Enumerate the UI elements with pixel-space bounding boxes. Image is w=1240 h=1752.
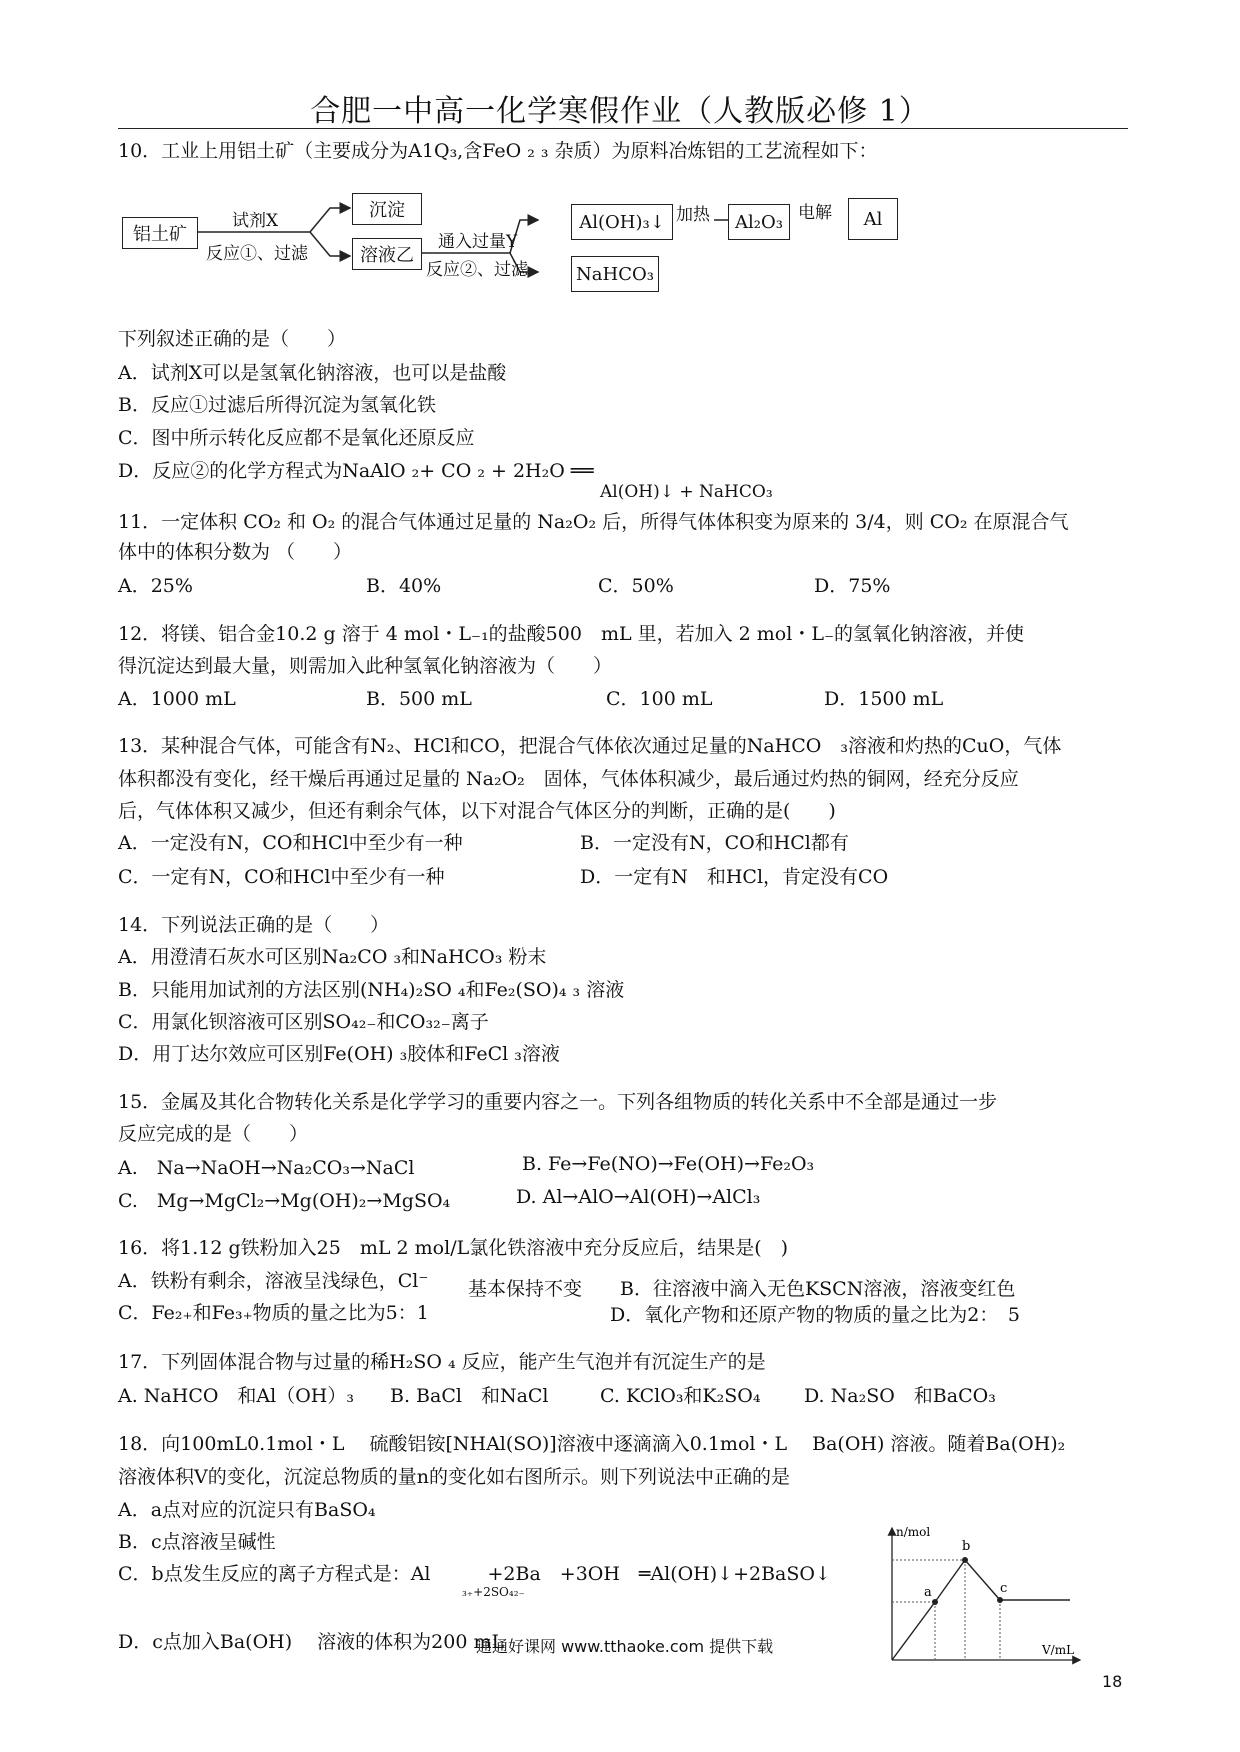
q14-option-b: B．只能用加试剂的方法区别(NH₄)₂SO ₄和Fe₂(SO)₄ ₃ 溶液 bbox=[118, 979, 625, 1001]
q12-line2: 得沉淀达到最大量，则需加入此种氢氧化钠溶液为（ ） bbox=[118, 655, 613, 677]
q14-option-a: A．用澄清石灰水可区别Na₂CO ₃和NaHCO₃ 粉末 bbox=[118, 946, 547, 968]
q15-option-a: A. Na→NaOH→Na₂CO₃→NaCl bbox=[118, 1157, 415, 1179]
q18-option-b: B．c点溶液呈碱性 bbox=[118, 1531, 276, 1553]
q18-option-c-sub: ₃₊+2SO₄₂₋ bbox=[462, 1585, 525, 1599]
q18-graph bbox=[880, 1520, 1090, 1670]
q16-stem: 16．将1.12 g铁粉加入25 mL 2 mol/L氯化铁溶液中充分反应后，结果是( ) bbox=[118, 1237, 789, 1259]
q13-option-b: B．一定没有N，CO和HCl都有 bbox=[580, 832, 849, 854]
flow-reaction1: 反应①、过滤 bbox=[206, 244, 308, 264]
graph-label-b: b bbox=[962, 1539, 971, 1554]
page-number: 18 bbox=[1102, 1672, 1123, 1691]
q18-line2: 溶液体积V的变化，沉淀总物质的量n的变化如右图所示。则下列说法中正确的是 bbox=[118, 1466, 790, 1488]
q12-option-b: B．500 mL bbox=[366, 688, 472, 710]
q10-stem: 10．工业上用铝土矿（主要成分为A1Q₃,含FeO ₂ ₃ 杂质）为原料冶炼铝的工艺流程如下： bbox=[118, 140, 878, 162]
q15-option-c: C. Mg→MgCl₂→Mg(OH)₂→MgSO₄ bbox=[118, 1190, 451, 1212]
flow-precipitate-box: 沉淀 bbox=[352, 193, 422, 225]
q18-option-a: A．a点对应的沉淀只有BaSO₄ bbox=[118, 1499, 376, 1521]
q13-line3: 后，气体体积又减少，但还有剩余气体，以下对混合气体区分的判断，正确的是( ) bbox=[118, 800, 836, 822]
q14-option-d: D．用丁达尔效应可区别Fe(OH) ₃胶体和FeCl ₃溶液 bbox=[118, 1043, 560, 1065]
q12-option-d: D．1500 mL bbox=[824, 688, 944, 710]
graph-point-a bbox=[932, 1599, 938, 1605]
flow-heat: 加热 bbox=[676, 205, 710, 225]
q13-option-d: D．一定有N 和HCl，肯定没有CO bbox=[580, 866, 889, 888]
q10-prompt: 下列叙述正确的是（ ） bbox=[118, 328, 347, 350]
q16-option-d: D．氧化产物和还原产物的物质的量之比为2： 5 bbox=[610, 1304, 1020, 1326]
title-rule bbox=[118, 128, 1128, 129]
flow-excess-y: 通入过量Y bbox=[438, 232, 518, 252]
flow-al-box: Al bbox=[848, 198, 898, 240]
q17-option-c: C. KClO₃和K₂SO₄ bbox=[600, 1385, 761, 1407]
q16-option-a-cont: 基本保持不变 bbox=[468, 1278, 583, 1300]
q15-line2: 反应完成的是（ ） bbox=[118, 1123, 309, 1145]
graph-label-a: a bbox=[924, 1585, 932, 1600]
q15-option-b: B. Fe→Fe(NO)→Fe(OH)→Fe₂O₃ bbox=[522, 1153, 815, 1175]
flow-nahco3-box: NaHCO₃ bbox=[571, 256, 659, 292]
flow-electrolysis: 电解 bbox=[798, 203, 832, 223]
q10-equation-cont: Al(OH)↓ + NaHCO₃ bbox=[600, 482, 773, 502]
q10-option-a: A．试剂X可以是氢氧化钠溶液，也可以是盐酸 bbox=[118, 362, 507, 384]
q16-option-a: A．铁粉有剩余，溶液呈浅绿色，Cl⁻ bbox=[118, 1270, 429, 1292]
q17-stem: 17．下列固体混合物与过量的稀H₂SO ₄ 反应，能产生气泡并有沉淀生产的是 bbox=[118, 1351, 766, 1373]
q10-option-b: B．反应①过滤后所得沉淀为氢氧化铁 bbox=[118, 394, 436, 416]
q17-option-d: D. Na₂SO 和BaCO₃ bbox=[804, 1385, 996, 1407]
q13-line1: 13．某种混合气体，可能含有N₂、HCl和CO，把混合气体依次通过足量的NaHCO ₃溶液和灼热的CuO，气体 bbox=[118, 735, 1062, 757]
q14-option-c: C．用氯化钡溶液可区别SO₄₂₋和CO₃₂₋离子 bbox=[118, 1011, 489, 1033]
q16-option-c: C．Fe₂₊和Fe₃₊物质的量之比为5：1 bbox=[118, 1302, 429, 1324]
q13-option-c: C．一定有N，CO和HCl中至少有一种 bbox=[118, 866, 445, 888]
q17-option-b: B. BaCl 和NaCl bbox=[390, 1385, 549, 1407]
q17-option-a: A. NaHCO 和Al（OH）₃ bbox=[118, 1385, 354, 1407]
footer-source: 通通好课网 www.tthaoke.com 提供下载 bbox=[476, 1637, 774, 1656]
flow-solution-box: 溶液乙 bbox=[352, 238, 422, 270]
flow-reagent-x: 试剂X bbox=[232, 211, 279, 231]
q11-option-a: A．25% bbox=[118, 575, 193, 597]
flow-aloh3-box: Al(OH)₃↓ bbox=[571, 204, 673, 240]
q16-option-b: B．往溶液中滴入无色KSCN溶液，溶液变红色 bbox=[620, 1278, 1016, 1300]
graph-label-c: c bbox=[1000, 1581, 1008, 1596]
q11-line2: 体中的体积分数为 （ ） bbox=[118, 541, 353, 563]
q11-option-c: C．50% bbox=[598, 575, 674, 597]
flow-reaction2: 反应②、过滤 bbox=[426, 260, 528, 280]
q12-option-a: A．1000 mL bbox=[118, 688, 236, 710]
q12-option-c: C．100 mL bbox=[606, 688, 713, 710]
q18-option-d: D．c点加入Ba(OH) 溶液的体积为200 mL bbox=[118, 1631, 505, 1653]
q10-option-d: D．反应②的化学方程式为NaAlO ₂+ CO ₂ + 2H₂O ══ bbox=[118, 460, 594, 482]
q14-stem: 14．下列说法正确的是（ ） bbox=[118, 914, 390, 936]
flow-ore-box: 铝土矿 bbox=[122, 217, 198, 249]
q15-line1: 15．金属及其化合物转化关系是化学学习的重要内容之一。下列各组物质的转化关系中不全部是通过一步 bbox=[118, 1091, 998, 1113]
q18-option-c: C．b点发生反应的离子方程式是：Al +2Ba +3OH ═Al(OH)↓+2BaSO↓ bbox=[118, 1563, 831, 1585]
q12-line1: 12．将镁、铝合金10.2 g 溶于 4 mol・L₋₁的盐酸500 mL 里，若加入 2 mol・L₋的氢氧化钠溶液，并使 bbox=[118, 623, 1024, 645]
graph-ylabel: n/mol bbox=[896, 1525, 931, 1539]
graph-point-c bbox=[997, 1597, 1003, 1603]
q13-line2: 体积都没有变化，经干燥后再通过足量的 Na₂O₂ 固体，气体体积减少，最后通过灼热的铜网，经充分反应 bbox=[118, 768, 1019, 790]
graph-point-b bbox=[962, 1557, 968, 1563]
graph-xlabel: V/mL bbox=[1042, 1643, 1075, 1657]
q11-option-b: B．40% bbox=[366, 575, 442, 597]
q11-line1: 11．一定体积 CO₂ 和 O₂ 的混合气体通过足量的 Na₂O₂ 后，所得气体体积变为原来的 3/4，则 CO₂ 在原混合气 bbox=[118, 511, 1069, 533]
page-title: 合肥一中高一化学寒假作业（人教版必修 1） bbox=[310, 94, 930, 129]
q15-option-d: D. Al→AlO→Al(OH)→AlCl₃ bbox=[516, 1186, 761, 1208]
q13-option-a: A．一定没有N，CO和HCl中至少有一种 bbox=[118, 832, 463, 854]
q10-option-c: C．图中所示转化反应都不是氧化还原反应 bbox=[118, 427, 475, 449]
q18-line1: 18．向100mL0.1mol・L 硫酸铝铵[NHAl(SO)]溶液中逐滴滴入0.1mol・L Ba(OH) 溶液。随着Ba(OH)₂ bbox=[118, 1433, 1066, 1455]
q11-option-d: D．75% bbox=[814, 575, 891, 597]
flow-al2o3-box: Al₂O₃ bbox=[728, 204, 790, 240]
